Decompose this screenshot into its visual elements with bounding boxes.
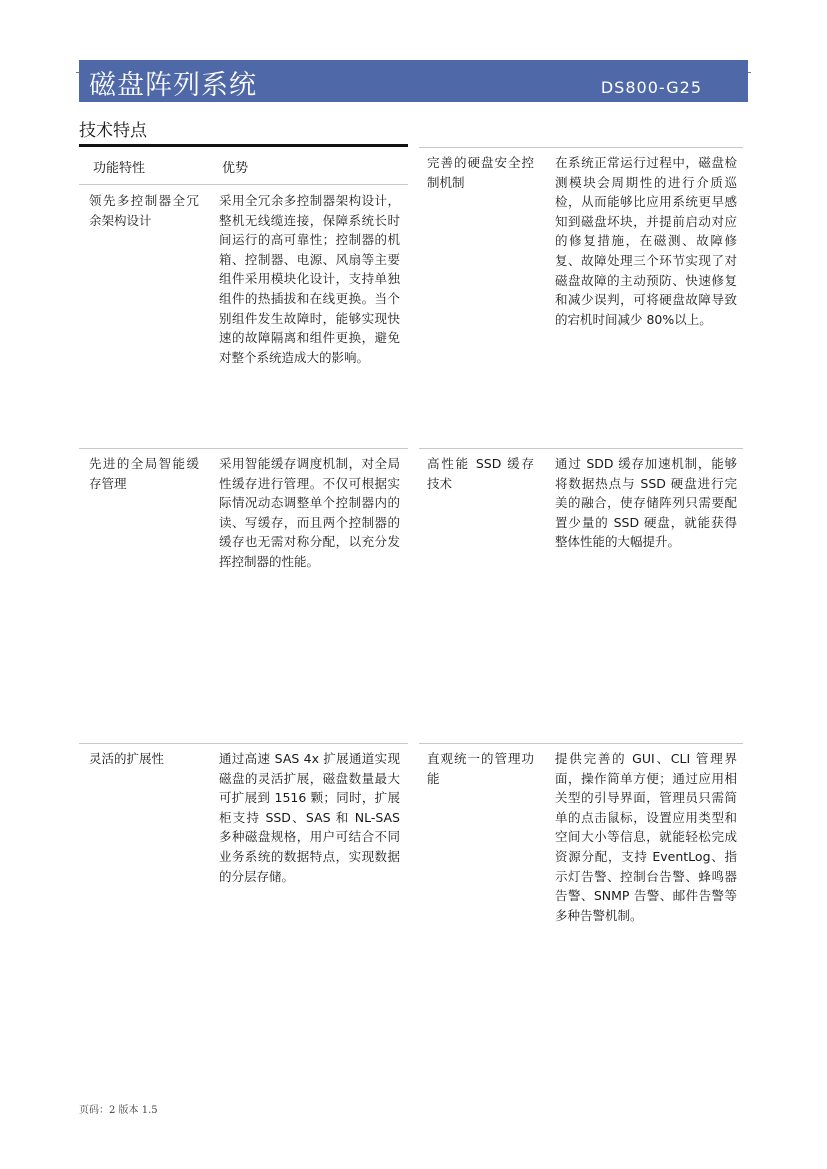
feature-advantage-6: 提供完善的 GUI、CLI 管理界面，操作简单方便；通过应用相关型的引导界面，管理员只需简单的点击鼠标，设置应用类型和空间大小等信息，就能轻松完成资源分配，支持 EventLog、指示灯告警、控制台告警、蜂鸣器告警、SNMP 告警、邮件告警等多种告警机制。 bbox=[555, 751, 737, 923]
row-rule-right-3 bbox=[419, 743, 743, 744]
feature-name-2: 完善的硬盘安全控制机制 bbox=[427, 155, 534, 190]
column-header-feature: 功能特性 bbox=[93, 161, 146, 176]
document-title: 磁盘阵列系统 bbox=[89, 70, 257, 101]
section-rule bbox=[79, 144, 408, 147]
feature-name-5: 灵活的扩展性 bbox=[89, 751, 165, 766]
feature-advantage-2: 在系统正常运行过程中，磁盘检测模块会周期性的进行介质巡检，从而能够比应用系统更早感知到磁盘坏块，并提前启动对应的修复措施，在磁测、故障修复、故障处理三个环节实现了对磁盘故障的主动预防、快速修复和减少误判，可将硬盘故障导致的宕机时间减少 80%以上。 bbox=[555, 155, 737, 327]
feature-advantage-3: 采用智能缓存调度机制，对全局性缓存进行管理。不仅可根据实际情况动态调整单个控制器内的读、写缓存，而且两个控制器的缓存也无需对称分配，以充分发挥控制器的性能。 bbox=[219, 456, 400, 569]
banner-tick-right bbox=[748, 72, 751, 73]
feature-name-4: 高性能 SSD 缓存技术 bbox=[427, 456, 534, 491]
feature-advantage-1: 采用全冗余多控制器架构设计，整机无线缆连接，保障系统长时间运行的高可靠性；控制器的机箱、控制器、电源、风扇等主要组件采用模块化设计，支持单独组件的热插拔和在线更换。当个别组件发生故障时，能够实现快速的故障隔离和组件更换，避免对整个系统造成大的影响。 bbox=[219, 193, 400, 365]
page-footer: 页码：2 版本 1.5 bbox=[79, 1105, 158, 1116]
column-header-advantage: 优势 bbox=[222, 161, 249, 176]
row-rule-left-3 bbox=[79, 743, 408, 744]
header-rule bbox=[79, 184, 408, 185]
section-title: 技术特点 bbox=[79, 121, 147, 141]
feature-advantage-5: 通过高速 SAS 4x 扩展通道实现磁盘的灵活扩展，磁盘数量最大可扩展到 1516 颗；同时，扩展柜支持 SSD、SAS 和 NL-SAS 多种磁盘规格，用户可结合不同业务系统的数据特点，实现数据的分层存储。 bbox=[219, 751, 400, 884]
feature-advantage-4: 通过 SDD 缓存加速机制，能够将数据热点与 SSD 硬盘进行完美的融合，使存储阵列只需要配置少量的 SSD 硬盘，就能获得整体性能的大幅提升。 bbox=[555, 456, 737, 550]
feature-name-3: 先进的全局智能缓存管理 bbox=[89, 456, 199, 491]
feature-name-1: 领先多控制器全冗余架构设计 bbox=[89, 193, 199, 228]
feature-name-6: 直观统一的管理功能 bbox=[427, 751, 534, 786]
row-rule-right-2 bbox=[419, 448, 743, 449]
header-banner bbox=[79, 60, 748, 102]
row-rule-left-2 bbox=[79, 448, 408, 449]
right-column-top-rule bbox=[419, 147, 743, 148]
product-model: DS800-G25 bbox=[600, 78, 702, 97]
